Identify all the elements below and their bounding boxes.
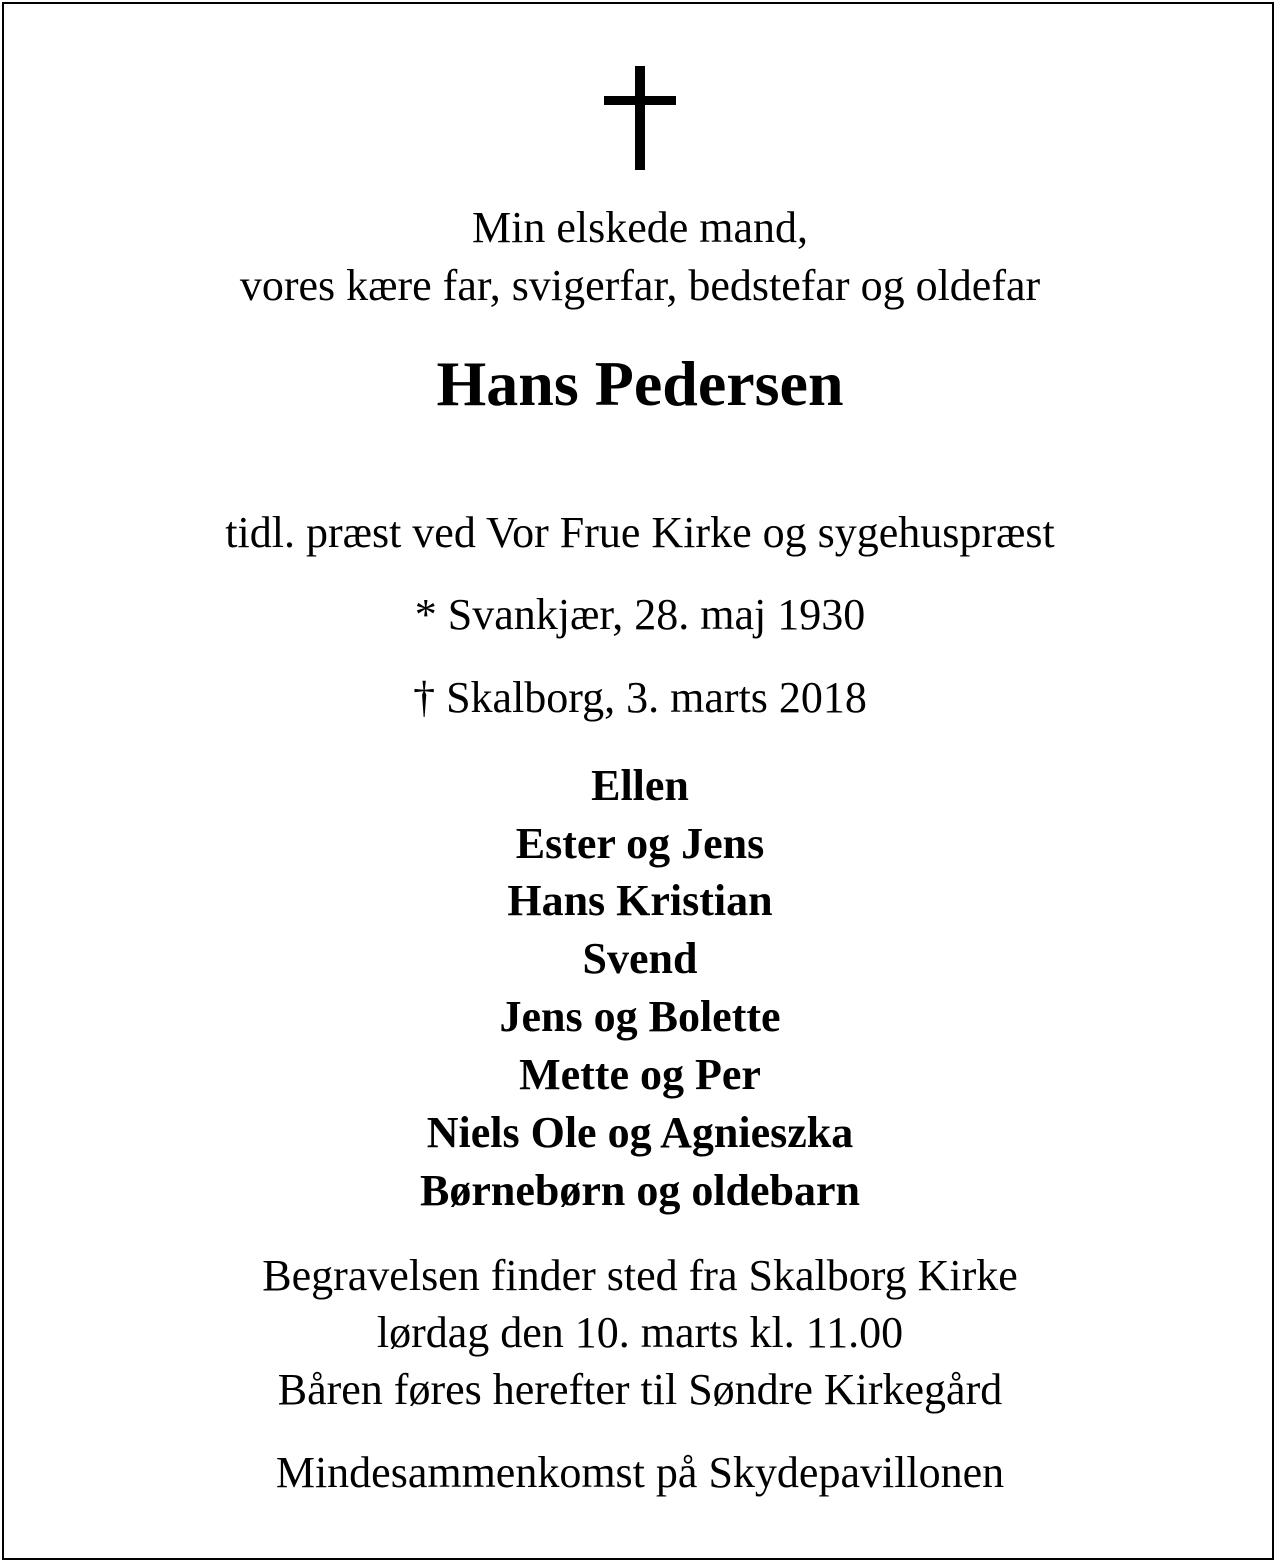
family-member: Mette og Per	[519, 1050, 761, 1099]
intro-line-2: vores kære far, svigerfar, bedstefar og oldefar	[239, 261, 1041, 310]
intro-line-1: Min elskede mand,	[471, 203, 809, 252]
family-member: Niels Ole og Agnieszka	[426, 1108, 854, 1157]
family-member: Børnebørn og oldebarn	[419, 1166, 861, 1215]
family-member: Ester og Jens	[515, 819, 765, 868]
family-member: Hans Kristian	[507, 876, 773, 925]
funeral-line-1: Begravelsen finder sted fra Skalborg Kirke	[262, 1251, 1018, 1300]
cross-icon	[604, 66, 676, 170]
deceased-name: Hans Pedersen	[436, 348, 844, 419]
funeral-line-3: Båren føres herefter til Søndre Kirkegård	[277, 1365, 1003, 1414]
family-member: Svend	[582, 934, 698, 983]
cross-vertical-bar	[635, 66, 645, 170]
deceased-title: tidl. præst ved Vor Frue Kirke og sygehuspræst	[225, 508, 1055, 557]
birth-line: * Svankjær, 28. maj 1930	[414, 590, 866, 639]
family-member: Jens og Bolette	[499, 992, 781, 1041]
funeral-line-2: lørdag den 10. marts kl. 11.00	[376, 1308, 904, 1357]
memorial-line: Mindesammenkomst på Skydepavillonen	[275, 1448, 1005, 1497]
cross-horizontal-bar	[604, 96, 676, 105]
death-line: † Skalborg, 3. marts 2018	[413, 673, 867, 722]
family-member: Ellen	[591, 761, 689, 810]
